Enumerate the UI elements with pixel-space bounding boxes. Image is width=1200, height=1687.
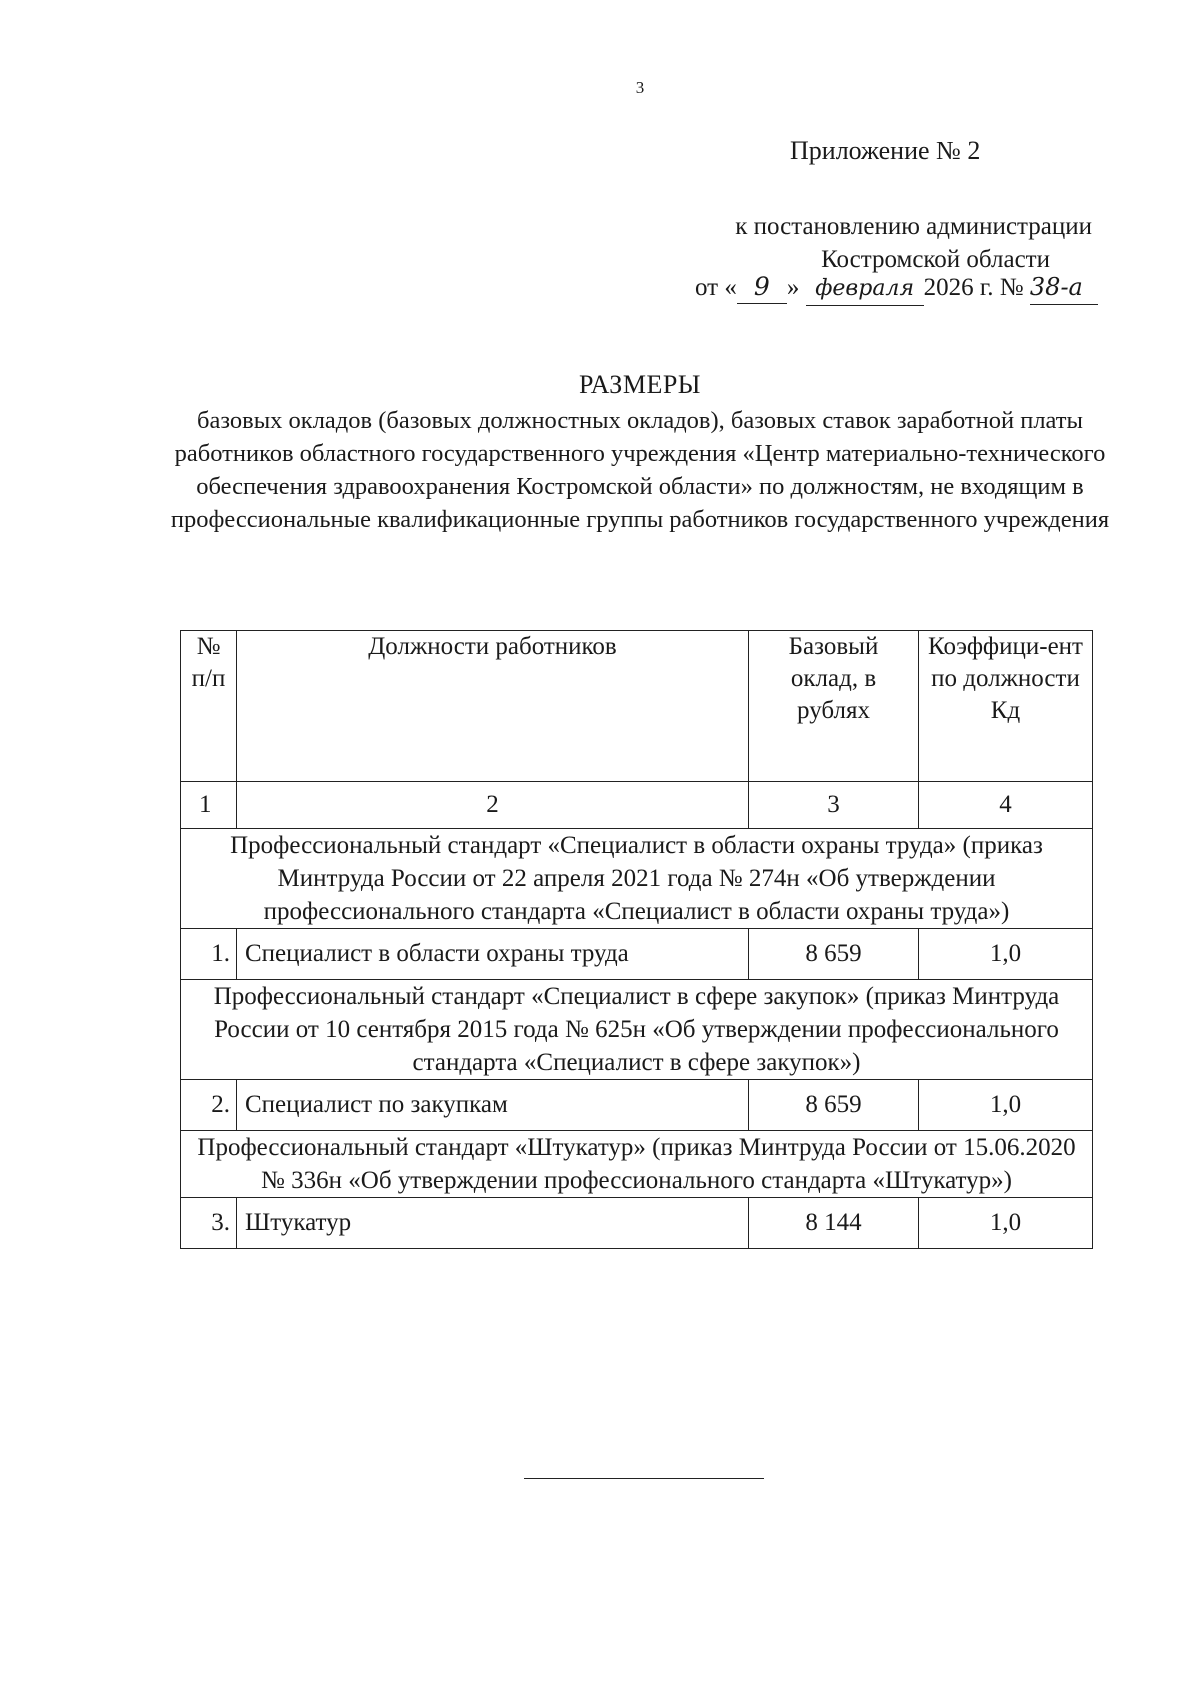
row-salary: 8 659 <box>749 929 919 980</box>
header-coefficient: Коэффици-ент по должности Кд <box>919 631 1093 782</box>
column-number: 4 <box>919 782 1093 829</box>
row-number: 3. <box>181 1198 237 1249</box>
end-rule <box>524 1478 764 1479</box>
handwritten-number: 38-а <box>1030 271 1098 305</box>
table-row <box>181 929 1093 980</box>
handwritten-day: 9 <box>737 270 787 304</box>
row-salary: 8 659 <box>749 1080 919 1131</box>
row-number: 1. <box>181 929 237 980</box>
section-heading-row <box>181 980 1093 1080</box>
table-header-row <box>181 631 1093 782</box>
section-heading-row <box>181 1131 1093 1198</box>
column-number-row <box>181 782 1093 829</box>
header-position: Должности работников <box>237 631 749 782</box>
date-prefix: от « <box>695 274 737 301</box>
decree-date-line <box>695 270 1098 306</box>
date-year: 2026 г. № <box>923 274 1024 301</box>
decree-line-1: к постановлению администрации <box>735 213 1092 240</box>
section-heading: Профессиональный стандарт «Специалист в сфере закупок» (приказ Минтруда России от 10 сентября 2015 года № 625н «Об утверждении профессионального стандарта «Специалист в сфере закупок») <box>181 980 1093 1080</box>
table-row <box>181 1080 1093 1131</box>
row-position: Штукатур <box>237 1198 749 1249</box>
row-position: Специалист по закупкам <box>237 1080 749 1131</box>
document-title: РАЗМЕРЫ <box>579 370 701 399</box>
handwritten-month: февраля <box>806 272 924 306</box>
header-num: № п/п <box>181 631 237 782</box>
document-subtitle: базовых окладов (базовых должностных окладов), базовых ставок заработной платы работников областного государственного учреждения «Центр материально-технического обеспечения здравоохранения Костромской области» по должностям, не входящим в профессиональные квалификационные группы работников государственного учреждения <box>170 407 1110 533</box>
section-heading: Профессиональный стандарт «Штукатур» (приказ Минтруда России от 15.06.2020 № 336н «Об утверждении профессионального стандарта «Штукатур») <box>181 1131 1093 1198</box>
row-position: Специалист в области охраны труда <box>237 929 749 980</box>
row-salary: 8 144 <box>749 1198 919 1249</box>
column-number: 2 <box>237 782 749 829</box>
header-salary: Базовый оклад, в рублях <box>749 631 919 782</box>
date-mid: » <box>786 274 800 301</box>
row-coefficient: 1,0 <box>919 929 1093 980</box>
section-heading: Профессиональный стандарт «Специалист в области охраны труда» (приказ Минтруда России от 22 апреля 2021 года № 274н «Об утверждении профессионального стандарта «Специалист в области охраны труда») <box>181 829 1093 929</box>
page-number: 3 <box>635 78 645 97</box>
column-number: 1 <box>181 782 237 829</box>
decree-reference <box>735 210 1092 276</box>
salary-table <box>180 630 1093 1249</box>
row-coefficient: 1,0 <box>919 1198 1093 1249</box>
row-coefficient: 1,0 <box>919 1080 1093 1131</box>
decree-line-2: Костромской области <box>821 246 1050 273</box>
row-number: 2. <box>181 1080 237 1131</box>
column-number: 3 <box>749 782 919 829</box>
table-row <box>181 1198 1093 1249</box>
section-heading-row <box>181 829 1093 929</box>
appendix-label: Приложение № 2 <box>790 136 981 165</box>
